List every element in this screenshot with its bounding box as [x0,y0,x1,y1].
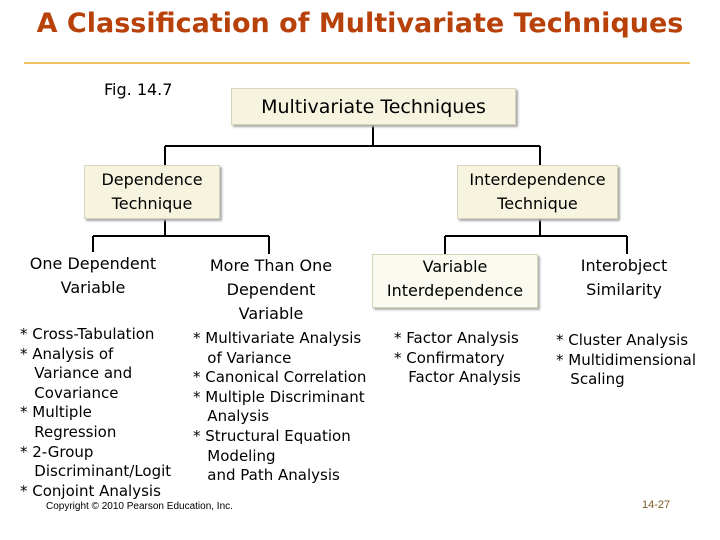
slide-title: A Classification of Multivariate Techniques [36,8,684,39]
leaf-one-dependent-variable: One Dependent Variable [29,254,157,297]
techniques-multiple-dependent: * Multivariate Analysis of Variance * Canonical Correlation * Multiple Discriminant Analysis * Structural Equation Modeling and Path Analysis [193,329,367,485]
page-number: 14-27 [642,499,671,511]
techniques-one-dependent: * Cross-Tabulation * Analysis of Variance and Covariance * Multiple Regression * 2-Group Discriminant/Logit * Conjoint Analysis [20,325,172,500]
leaf-variable-interdependence: Variable Interdependence [372,254,538,308]
techniques-interobject-similarity: * Cluster Analysis * Multidimensional Scaling [556,331,696,389]
leaf-more-than-one-dependent-variable: More Than One Dependent Variable [209,256,333,323]
leaf-interobject-similarity: Interobject Similarity [580,256,668,299]
connector-interdependence-to-leaves [445,219,627,254]
techniques-variable-interdependence: * Factor Analysis * Confirmatory Factor Analysis [394,329,521,387]
connector-root-to-branches [165,125,540,165]
figure-label: Fig. 14.7 [104,80,173,99]
dependence-technique-label: Dependence Technique [101,170,203,213]
dependence-technique-node [84,165,220,219]
copyright-notice: Copyright © 2010 Pearson Education, Inc. [46,501,233,512]
root-node: Multivariate Techniques [231,88,516,125]
connector-dependence-to-leaves [93,219,269,254]
interdependence-technique-label: Interdependence Technique [469,170,606,213]
interdependence-technique-node [457,165,618,219]
